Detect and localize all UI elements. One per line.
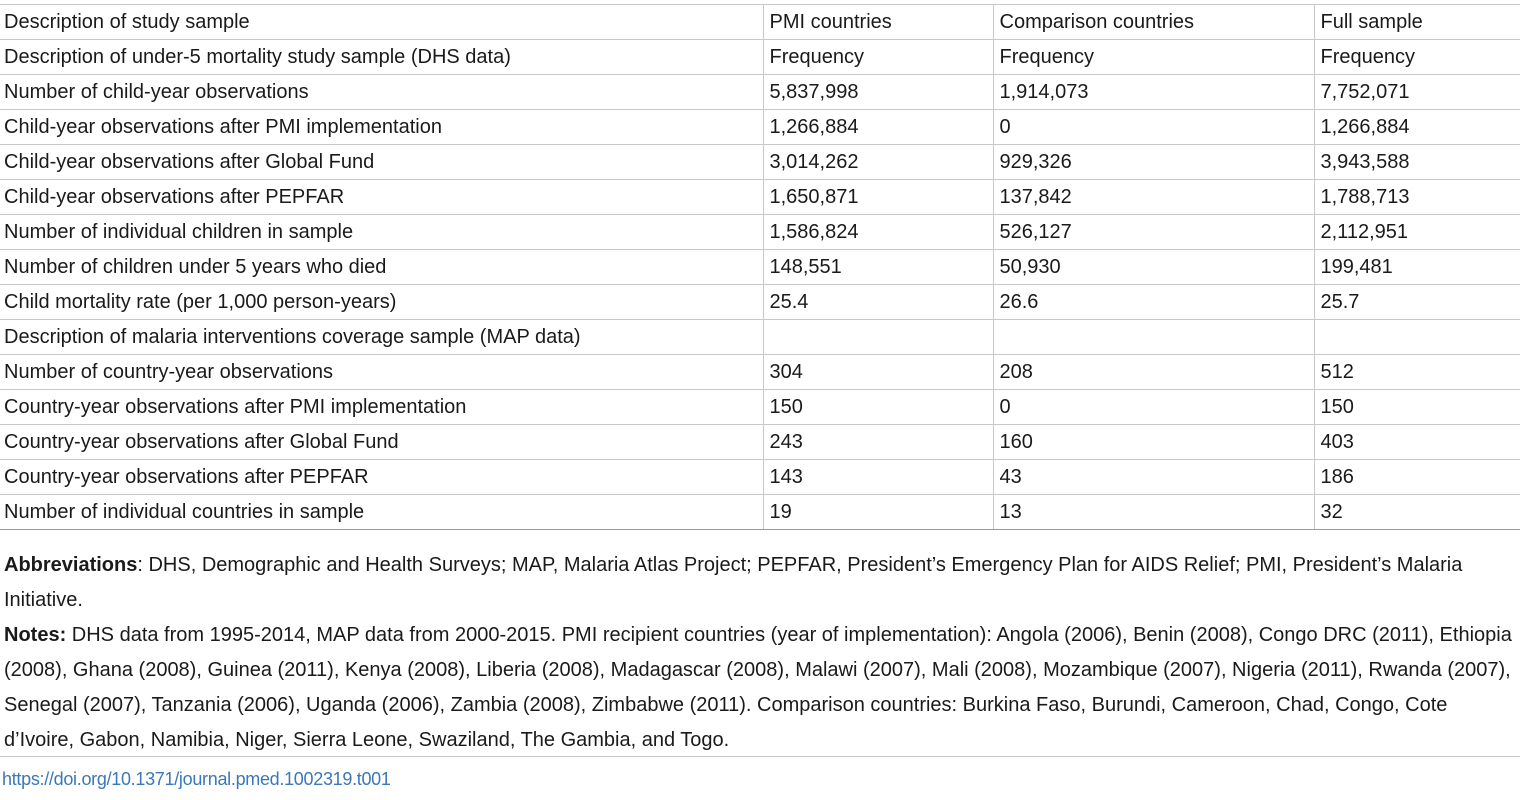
cell-comparison: 208	[993, 355, 1314, 390]
cell-pmi: 25.4	[763, 285, 993, 320]
cell-pmi: 1,650,871	[763, 180, 993, 215]
cell-pmi: 5,837,998	[763, 75, 993, 110]
header-pmi-countries: PMI countries	[763, 5, 993, 40]
abbreviations-label: Abbreviations	[4, 554, 138, 576]
row-label: Child-year observations after PMI implementation	[0, 110, 763, 145]
empty-cell	[1314, 320, 1520, 355]
cell-comparison: 50,930	[993, 250, 1314, 285]
cell-comparison: 26.6	[993, 285, 1314, 320]
section-title-dhs: Description of under-5 mortality study sample (DHS data)	[0, 40, 763, 75]
cell-full: 150	[1314, 390, 1520, 425]
table-footnotes	[4, 548, 1516, 758]
notes-paragraph	[4, 618, 1516, 758]
study-sample-table	[0, 4, 1520, 530]
cell-full: 3,943,588	[1314, 145, 1520, 180]
table-row	[0, 355, 1520, 390]
table-row	[0, 460, 1520, 495]
cell-comparison: 13	[993, 495, 1314, 530]
header-description: Description of study sample	[0, 5, 763, 40]
empty-cell	[763, 320, 993, 355]
cell-pmi: 148,551	[763, 250, 993, 285]
table-row	[0, 215, 1520, 250]
cell-pmi: 1,266,884	[763, 110, 993, 145]
cell-comparison: 0	[993, 390, 1314, 425]
section-title-map: Description of malaria interventions coverage sample (MAP data)	[0, 320, 763, 355]
cell-full: 199,481	[1314, 250, 1520, 285]
abbreviations-paragraph	[4, 548, 1516, 618]
cell-pmi: 243	[763, 425, 993, 460]
section-row-dhs	[0, 40, 1520, 75]
cell-full: 25.7	[1314, 285, 1520, 320]
cell-pmi: 1,586,824	[763, 215, 993, 250]
cell-comparison: 0	[993, 110, 1314, 145]
doi-footer	[0, 756, 1520, 799]
cell-comparison: 929,326	[993, 145, 1314, 180]
cell-full: 403	[1314, 425, 1520, 460]
subheader-frequency-pmi: Frequency	[763, 40, 993, 75]
table-row	[0, 250, 1520, 285]
row-label: Country-year observations after PEPFAR	[0, 460, 763, 495]
cell-comparison: 43	[993, 460, 1314, 495]
cell-comparison: 160	[993, 425, 1314, 460]
subheader-frequency-comparison: Frequency	[993, 40, 1314, 75]
row-label: Child-year observations after Global Fund	[0, 145, 763, 180]
cell-full: 7,752,071	[1314, 75, 1520, 110]
cell-pmi: 19	[763, 495, 993, 530]
cell-pmi: 3,014,262	[763, 145, 993, 180]
section-row-map	[0, 320, 1520, 355]
notes-label: Notes:	[4, 624, 67, 646]
table-row	[0, 495, 1520, 530]
cell-full: 32	[1314, 495, 1520, 530]
header-comparison-countries: Comparison countries	[993, 5, 1314, 40]
header-full-sample: Full sample	[1314, 5, 1520, 40]
table-row	[0, 285, 1520, 320]
cell-full: 512	[1314, 355, 1520, 390]
subheader-frequency-full: Frequency	[1314, 40, 1520, 75]
cell-comparison: 1,914,073	[993, 75, 1314, 110]
table-row	[0, 180, 1520, 215]
row-label: Number of country-year observations	[0, 355, 763, 390]
cell-comparison: 137,842	[993, 180, 1314, 215]
row-label: Number of child-year observations	[0, 75, 763, 110]
row-label: Country-year observations after PMI implementation	[0, 390, 763, 425]
cell-comparison: 526,127	[993, 215, 1314, 250]
row-label: Country-year observations after Global Fund	[0, 425, 763, 460]
table-row	[0, 75, 1520, 110]
cell-full: 186	[1314, 460, 1520, 495]
cell-pmi: 304	[763, 355, 993, 390]
cell-full: 1,788,713	[1314, 180, 1520, 215]
cell-full: 1,266,884	[1314, 110, 1520, 145]
empty-cell	[993, 320, 1314, 355]
row-label: Number of children under 5 years who died	[0, 250, 763, 285]
table-row	[0, 425, 1520, 460]
table-row	[0, 390, 1520, 425]
cell-pmi: 150	[763, 390, 993, 425]
row-label: Number of individual countries in sample	[0, 495, 763, 530]
row-label: Number of individual children in sample	[0, 215, 763, 250]
abbreviations-text: : DHS, Demographic and Health Surveys; MAP, Malaria Atlas Project; PEPFAR, President’s Emergency Plan for AIDS Relief; PMI, President’s Malaria Initiative.	[4, 554, 1463, 611]
cell-full: 2,112,951	[1314, 215, 1520, 250]
doi-link[interactable]: https://doi.org/10.1371/journal.pmed.1002319.t001	[2, 769, 391, 789]
row-label: Child-year observations after PEPFAR	[0, 180, 763, 215]
notes-text: DHS data from 1995-2014, MAP data from 2000-2015. PMI recipient countries (year of implementation): Angola (2006), Benin (2008), Congo DRC (2011), Ethiopia (2008), Ghana (2008), Guinea (2011), Kenya (2008), Liberia (2008), Madagascar (2008), Malawi (2007), Mali (2008), Mozambique (2007), Nigeria (2011), Rwanda (2007), Senegal (2007), Tanzania (2006), Uganda (2006), Zambia (2008), Zimbabwe (2011). Comparison countries: Burkina Faso, Burundi, Cameroon, Chad, Congo, Cote d’Ivoire, Gabon, Namibia, Niger, Sierra Leone, Swaziland, The Gambia, and Togo.	[4, 624, 1512, 751]
table-row	[0, 145, 1520, 180]
row-label: Child mortality rate (per 1,000 person-years)	[0, 285, 763, 320]
table-row	[0, 110, 1520, 145]
cell-pmi: 143	[763, 460, 993, 495]
table-header-row	[0, 5, 1520, 40]
